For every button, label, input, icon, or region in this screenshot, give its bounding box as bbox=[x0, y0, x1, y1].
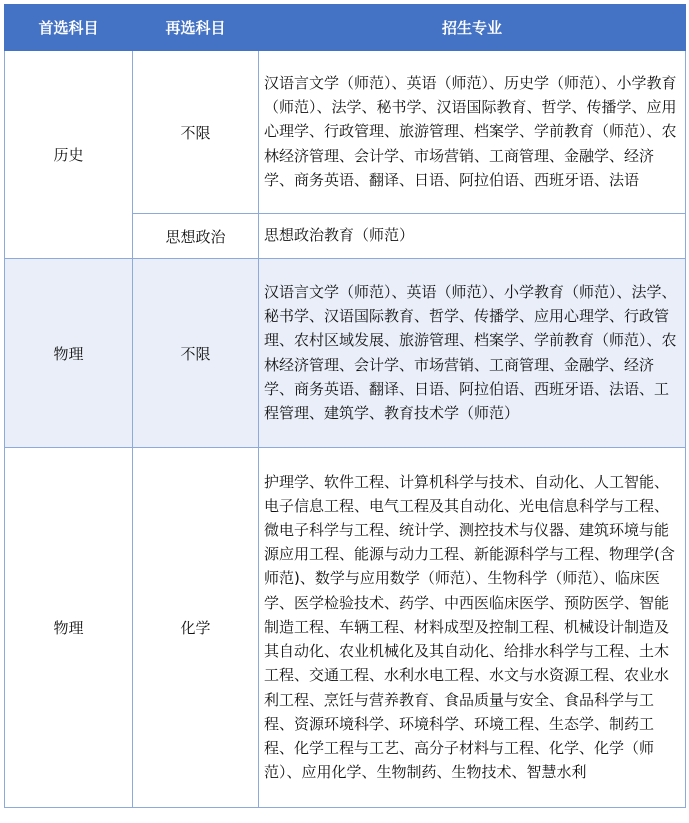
second-subject-cell: 不限 bbox=[133, 51, 259, 214]
first-subject-cell: 物理 bbox=[5, 259, 133, 448]
header-second-subject: 再选科目 bbox=[133, 5, 259, 51]
table-row bbox=[5, 51, 686, 214]
admission-table bbox=[4, 4, 686, 808]
majors-cell: 汉语言文学（师范）、英语（师范）、小学教育（师范）、法学、秘书学、汉语国际教育、哲学、传播学、应用心理学、行政管理、农村区域发展、旅游管理、档案学、学前教育（师范）、农林经济管理、会计学、市场营销、工商管理、金融学、经济学、商务英语、翻译、日语、阿拉伯语、西班牙语、法语、工程管理、建筑学、教育技术学（师范） bbox=[259, 259, 686, 448]
table-row bbox=[5, 259, 686, 448]
header-row bbox=[5, 5, 686, 51]
table-row bbox=[5, 448, 686, 808]
majors-cell: 汉语言文学（师范）、英语（师范）、历史学（师范）、小学教育（师范）、法学、秘书学、汉语国际教育、哲学、传播学、应用心理学、行政管理、旅游管理、档案学、学前教育（师范）、农林经济管理、会计学、市场营销、工商管理、金融学、经济学、商务英语、翻译、日语、阿拉伯语、西班牙语、法语 bbox=[259, 51, 686, 214]
second-subject-cell: 思想政治 bbox=[133, 214, 259, 259]
first-subject-cell: 历史 bbox=[5, 51, 133, 259]
first-subject-cell: 物理 bbox=[5, 448, 133, 808]
majors-cell: 护理学、软件工程、计算机科学与技术、自动化、人工智能、电子信息工程、电气工程及其自动化、光电信息科学与工程、微电子科学与工程、统计学、测控技术与仪器、建筑环境与能源应用工程、能源与动力工程、新能源科学与工程、物理学(含师范)、数学与应用数学（师范）、生物科学（师范）、临床医学、医学检验技术、药学、中西医临床医学、预防医学、智能制造工程、车辆工程、材料成型及控制工程、机械设计制造及其自动化、农业机械化及其自动化、给排水科学与工程、土木工程、交通工程、水利水电工程、水文与水资源工程、农业水利工程、烹饪与营养教育、食品质量与安全、食品科学与工程、资源环境科学、环境科学、环境工程、生态学、制药工程、化学工程与工艺、高分子材料与工程、化学、化学（师范）、应用化学、生物制药、生物技术、智慧水利 bbox=[259, 448, 686, 808]
header-majors: 招生专业 bbox=[259, 5, 686, 51]
second-subject-cell: 化学 bbox=[133, 448, 259, 808]
header-first-subject: 首选科目 bbox=[5, 5, 133, 51]
majors-cell: 思想政治教育（师范） bbox=[259, 214, 686, 259]
second-subject-cell: 不限 bbox=[133, 259, 259, 448]
